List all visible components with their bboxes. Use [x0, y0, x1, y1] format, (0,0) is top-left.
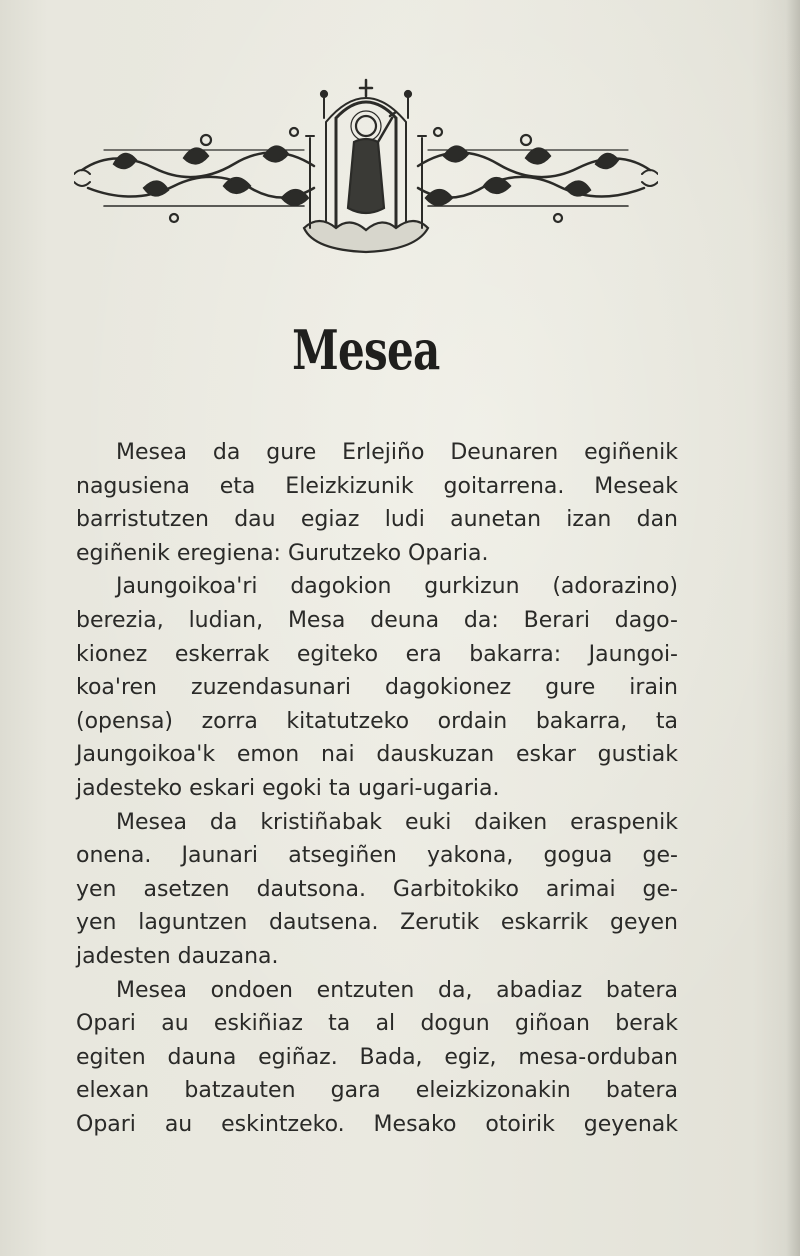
text-line: Jaungoikoa'k emon nai dauskuzan eskar gustiak — [76, 742, 678, 768]
text-line: egiten dauna egiñaz. Bada, egiz, mesa-orduban — [76, 1044, 678, 1070]
text-line: kionez eskerrak egiteko era bakarra: Jaungoi- — [76, 641, 678, 667]
text-line: yen asetzen dautsona. Garbitokiko arimai ge- — [76, 876, 678, 902]
text-line: jadesteko eskari egoki ta ugari-ugaria. — [76, 775, 500, 801]
text-line: (opensa) zorra kitatutzeko ordain bakarra, ta — [76, 708, 678, 734]
ornamental-headpiece-icon — [74, 78, 658, 260]
text-line: berezia, ludian, Mesa deuna da: Berari dago- — [76, 607, 678, 633]
text-line: Opari au eskintzeko. Mesako otoirik geyenak — [76, 1111, 678, 1137]
text-line: nagusiena eta Eleizkizunik goitarrena. Meseak — [76, 473, 678, 499]
paragraph-1 — [76, 436, 678, 570]
paragraph-2 — [76, 570, 678, 805]
text-line: Mesea da gure Erlejiño Deunaren egiñenik — [116, 440, 678, 465]
text-line: egiñenik eregiena: Gurutzeko Oparia. — [76, 540, 489, 566]
paragraph-3 — [76, 806, 678, 974]
paragraph-4 — [76, 974, 678, 1142]
text-line: koa'ren zuzendasunari dagokionez gure irain — [76, 675, 678, 701]
text-line: Jaungoikoa'ri dagokion gurkizun (adorazino) — [116, 574, 678, 600]
body-text — [76, 436, 678, 1141]
text-line: Mesea ondoen entzuten da, abadiaz batera — [116, 977, 678, 1003]
text-line: onena. Jaunari atsegiñen yakona, gogua ge- — [76, 843, 678, 869]
text-line: elexan batzauten gara eleizkizonakin batera — [76, 1078, 678, 1104]
text-line: Mesea da kristiñabak euki daiken eraspenik — [116, 809, 678, 835]
text-line: Opari au eskiñiaz ta al dogun giñoan berak — [76, 1011, 678, 1037]
text-line: barristutzen dau egiaz ludi aunetan izan dan — [76, 507, 678, 533]
text-line: jadesten dauzana. — [76, 943, 279, 969]
page-title: Mesea — [292, 318, 440, 382]
text-line: yen laguntzen dautsena. Zerutik eskarrik geyen — [76, 910, 678, 936]
